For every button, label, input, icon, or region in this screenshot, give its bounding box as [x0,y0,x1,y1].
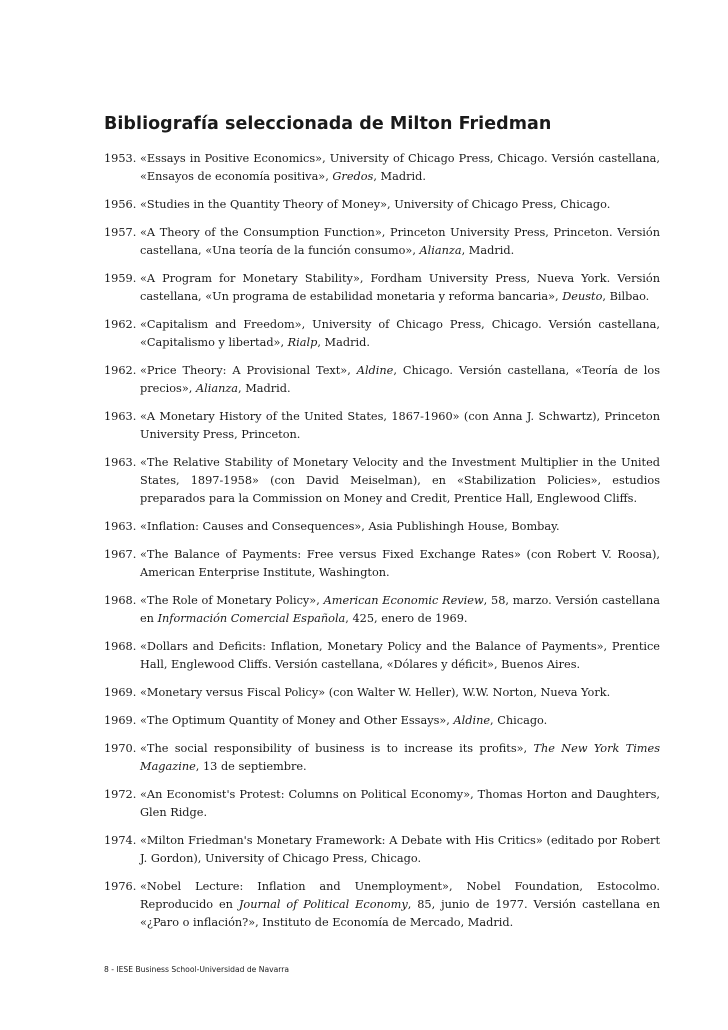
entry-text [140,362,660,398]
entry-text-segment: «Milton Friedman's Monetary Framework: A Debate with His Critics» (editado por Robert J. Gordon), University of Chicago Press, Chicago. [140,834,660,865]
entry-italic-title: American Economic Review [323,594,484,607]
entry-text-segment: «Capitalism and Freedom», University of Chicago Press, Chicago. Versión castellana, «Capitalismo y libertad», [140,318,660,349]
bibliography-entry [104,362,660,398]
entry-text-segment: «Inflation: Causes and Consequences», Asia Publishingh House, Bombay. [140,520,560,533]
bibliography-entry [104,592,660,628]
entry-text-segment: , 85, junio de 1977. Versión castellana en «¿Paro o inflación?», Instituto de Economía de Mercado, Madrid. [140,898,660,929]
entry-text-segment: , Madrid. [238,382,291,395]
entry-year: 1956. [104,198,137,211]
entry-text-segment: «A Program for Monetary Stability», Fordham University Press, Nueva York. Versión castellana, «Un programa de estabilidad monetaria y reforma bancaria», [140,272,660,303]
entry-text-segment: «A Monetary History of the United States, 1867-1960» (con Anna J. Schwartz), Princeton University Press, Princeton. [140,410,660,441]
entry-text-segment: «The Role of Monetary Policy», [140,594,324,607]
bibliography-entry [104,270,660,306]
entry-text-segment: , Madrid. [373,170,426,183]
entry-text [140,518,660,536]
entry-text [140,224,660,260]
bibliography-entry [104,786,660,822]
entry-italic-title: Deusto [562,290,603,303]
entry-text-segment: , Bilbao. [602,290,650,303]
entry-text [140,546,660,582]
bibliography-entry [104,316,660,352]
entry-text [140,408,660,444]
bibliography-entry [104,546,660,582]
entry-year: 1963. [104,410,137,423]
bibliography-entry [104,454,660,508]
bibliography-entry [104,408,660,444]
entry-text [140,150,660,186]
bibliography-entry [104,638,660,674]
entry-text-segment: «The Optimum Quantity of Money and Other Essays», [140,714,454,727]
entry-text [140,638,660,674]
entry-italic-title: Alianza [419,244,462,257]
entry-text-segment: , Madrid. [461,244,515,257]
entry-text-segment: «A Theory of the Consumption Function», Princeton University Press, Princeton. Versión castellana, «Una teoría de la función consumo», [140,226,660,257]
entry-italic-title: The New York Times Magazine [140,742,660,773]
entry-italic-title: Rialp [287,336,318,349]
bibliography-list [104,150,660,942]
bibliography-entry [104,712,660,730]
entry-text-segment: «Price Theory: A Provisional Text», [140,364,357,377]
entry-text [140,316,660,352]
entry-text-segment: , 58, marzo. Versión castellana en [140,594,660,625]
entry-italic-title: Alianza [195,382,239,395]
entry-year: 1974. [104,834,137,847]
entry-italic-title: Gredos [332,170,374,183]
bibliography-entry [104,150,660,186]
page-footer: 8 - IESE Business School-Universidad de Navarra [104,965,290,974]
entry-text-segment: «An Economist's Protest: Columns on Political Economy», Thomas Horton and Daughters, Glen Ridge. [140,788,660,819]
entry-text-segment: «Nobel Lecture: Inflation and Unemployment», Nobel Foundation, Estocolmo. Reproducido en [140,880,660,911]
entry-text [140,878,660,932]
entry-year: 1969. [104,686,137,699]
entry-year: 1968. [104,594,137,607]
entry-italic-title: Aldine [356,364,394,377]
bibliography-entry [104,224,660,260]
entry-text-segment: «The social responsibility of business is to increase its profits», [140,742,534,755]
entry-year: 1962. [104,318,137,331]
bibliography-entry [104,832,660,868]
entry-year: 1970. [104,742,137,755]
entry-text [140,786,660,822]
bibliography-entry [104,684,660,702]
page-title: Bibliografía seleccionada de Milton Friedman [104,114,552,134]
entry-text [140,684,660,702]
entry-year: 1959. [104,272,137,285]
entry-text [140,712,660,730]
entry-text [140,270,660,306]
entry-year: 1953. [104,152,137,165]
entry-italic-title: Aldine [453,714,491,727]
entry-year: 1963. [104,456,137,469]
entry-text-segment: , Chicago. Versión castellana, «Teoría de los precios», [140,364,660,395]
entry-year: 1967. [104,548,137,561]
bibliography-entry [104,196,660,214]
entry-year: 1972. [104,788,137,801]
entry-year: 1957. [104,226,137,239]
bibliography-entry [104,740,660,776]
entry-italic-title: Información Comercial Española [157,612,346,625]
entry-year: 1969. [104,714,137,727]
entry-year: 1968. [104,640,137,653]
entry-text-segment: , 425, enero de 1969. [345,612,468,625]
entry-text [140,196,660,214]
entry-text-segment: , Chicago. [490,714,548,727]
entry-text-segment: «Studies in the Quantity Theory of Money», University of Chicago Press, Chicago. [140,198,611,211]
entry-text-segment: «The Relative Stability of Monetary Velocity and the Investment Multiplier in the United States, 1897-1958» (con David Meiselman), en «Stabilization Policies», estudios preparados para la Commission on Money and Credit, Prentice Hall, Englewood Cliffs. [140,456,660,505]
entry-text-segment: «Dollars and Deficits: Inflation, Monetary Policy and the Balance of Payments», Prentice Hall, Englewood Cliffs. Versión castellana, «Dólares y déficit», Buenos Aires. [140,640,660,671]
entry-text [140,592,660,628]
entry-text-segment: , Madrid. [317,336,370,349]
entry-year: 1963. [104,520,137,533]
bibliography-entry [104,518,660,536]
entry-text [140,454,660,508]
entry-italic-title: Journal of Political Economy [238,898,408,911]
entry-text-segment: «Monetary versus Fiscal Policy» (con Walter W. Heller), W.W. Norton, Nueva York. [140,686,611,699]
entry-text [140,832,660,868]
entry-text-segment: «Essays in Positive Economics», University of Chicago Press, Chicago. Versión castellana, «Ensayos de economía positiva», [140,152,660,183]
entry-year: 1976. [104,880,137,893]
entry-text [140,740,660,776]
entry-year: 1962. [104,364,137,377]
bibliography-entry [104,878,660,932]
entry-text-segment: «The Balance of Payments: Free versus Fixed Exchange Rates» (con Robert V. Roosa), American Enterprise Institute, Washington. [140,548,660,579]
entry-text-segment: , 13 de septiembre. [195,760,307,773]
